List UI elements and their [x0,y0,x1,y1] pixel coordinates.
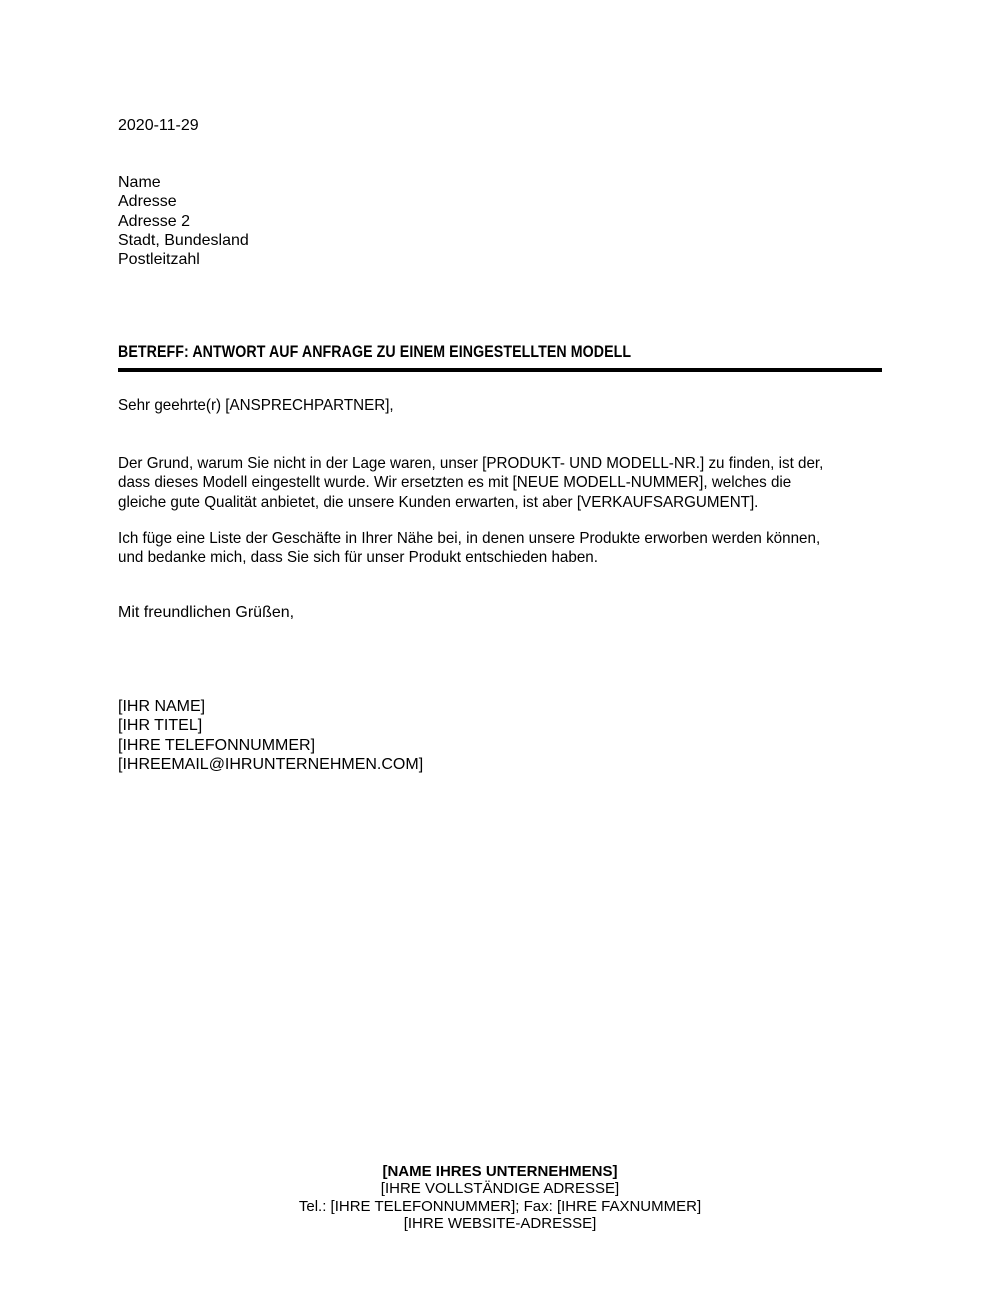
body-line: Der Grund, warum Sie nicht in der Lage waren, unser [PRODUKT- UND MODELL-NR.] zu finden, ist der, [118,455,824,472]
recipient-line: Adresse [118,193,177,211]
letter-date: 2020-11-29 [118,117,199,134]
footer-phone-fax: Tel.: [IHRE TELEFONNUMMER]; Fax: [IHRE FAXNUMMER] [298,1197,702,1215]
body-line: gleiche gute Qualität anbietet, die unsere Kunden erwarten, ist aber [VERKAUFSARGUMENT]. [118,493,759,511]
body-paragraph-1 [118,454,861,512]
signature-line: [IHRE TELEFONNUMMER] [118,736,316,754]
signature-line: [IHREEMAIL@IHRUNTERNEHMEN.COM] [118,755,424,773]
recipient-line: Postleitzahl [118,251,200,269]
body-paragraph-2 [118,529,857,568]
body-line: dass dieses Modell eingestellt wurde. Wir ersetzten es mit [NEUE MODELL-NUMMER], welches die [118,474,792,492]
signature-line: [IHR NAME] [118,698,206,715]
recipient-line: Stadt, Bundesland [118,231,249,249]
recipient-line: Name [118,174,161,191]
subject-heading: BETREFF: ANTWORT AUF ANFRAGE ZU EINEM EINGESTELLTEN MODELL [118,343,632,361]
closing: Mit freundlichen Grüßen, [118,604,295,621]
body-line: und bedanke mich, dass Sie sich für unser Produkt entschieden haben. [118,549,598,567]
footer-website: [IHRE WEBSITE-ADRESSE] [403,1215,597,1233]
recipient-block [118,173,249,269]
signature-line: [IHR TITEL] [118,717,203,735]
signature-block [118,697,423,774]
body-line: Ich füge eine Liste der Geschäfte in Ihrer Nähe bei, in denen unsere Produkte erworben werden können, [118,530,821,547]
recipient-line: Adresse 2 [118,212,191,230]
greeting: Sehr geehrte(r) [ANSPRECHPARTNER], [118,397,394,414]
subject-divider [118,368,882,372]
footer-address: [IHRE VOLLSTÄNDIGE ADRESSE] [380,1180,620,1198]
footer [0,1163,1000,1233]
footer-company-name: [NAME IHRES UNTERNEHMENS] [382,1163,618,1180]
